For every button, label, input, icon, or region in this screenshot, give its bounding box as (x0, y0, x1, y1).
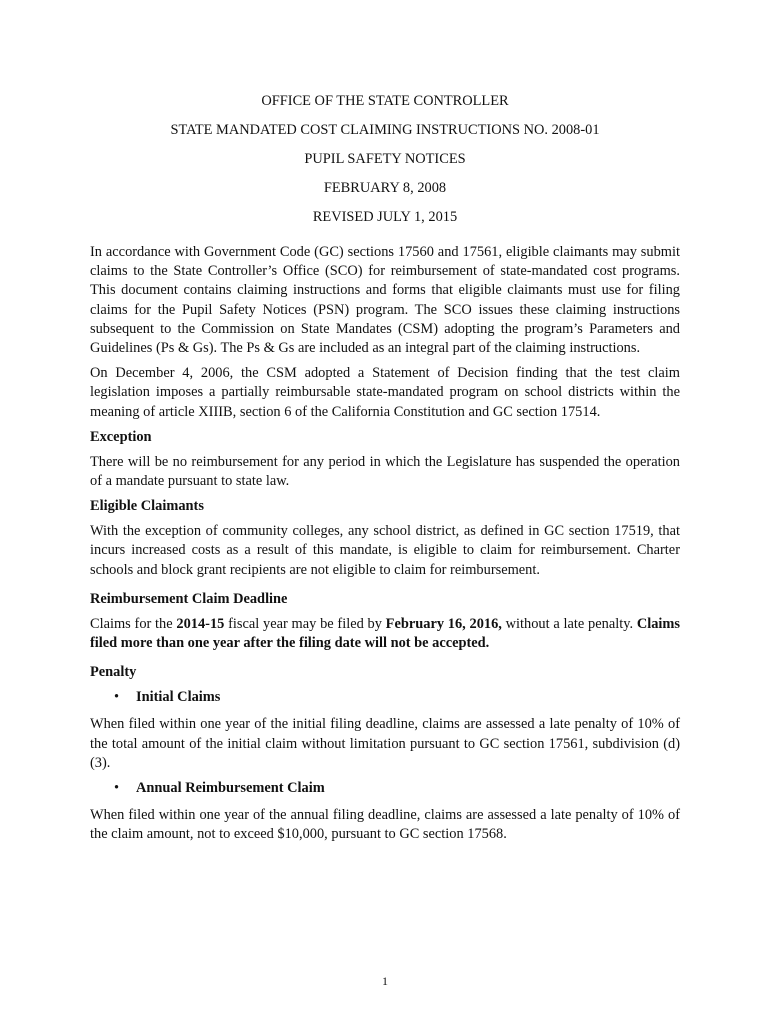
claim-deadline-text (90, 615, 680, 653)
deadline-warning: Claims filed more than one year after the filing date will not be accepted. (90, 615, 680, 652)
bullet-icon: • (114, 689, 120, 706)
deadline-filing-date: February 16, 2016, (385, 615, 502, 632)
exception-text: There will be no reimbursement for any period in which the Legislature has suspended the operation of a mandate pursuant to state law. (90, 453, 680, 490)
intro-paragraph-2: On December 4, 2006, the CSM adopted a Statement of Decision finding that the test claim legislation imposes a partially reimbursable state-mandated program on school districts within the meaning of article XIIIB, section 6 of the California Constitution and GC section 17514. (90, 365, 680, 420)
deadline-fiscal-year: 2014-15 (176, 615, 225, 632)
header-revised: REVISED JULY 1, 2015 (312, 209, 458, 225)
header-program: PUPIL SAFETY NOTICES (304, 151, 466, 167)
penalty-heading: Penalty (90, 664, 137, 681)
header-office: OFFICE OF THE STATE CONTROLLER (261, 93, 509, 109)
page-number: 1 (382, 974, 388, 988)
penalty-item-title: Initial Claims (136, 689, 221, 706)
intro-paragraph-1: In accordance with Government Code (GC) sections 17560 and 17561, eligible claimants may submit claims to the State Controller’s Office (SCO) for reimbursement of state-mandated cost programs. This document contains claiming instructions and forms that eligible claimants must use for filing claims for the Pupil Safety Notices (PSN) program. The SCO issues these claiming instructions subsequent to the Commission on State Mandates (CSM) adopting the program’s Parameters and Guidelines (Ps & Gs). The Ps & Gs are included as an integral part of the claiming instructions. (90, 244, 680, 357)
penalty-item-annual-claim (90, 779, 680, 798)
eligible-claimants-text: With the exception of community colleges, any school district, as defined in GC section 17519, that incurs increased costs as a result of this mandate, is eligible to claim for reimbursement. Charter schools and block grant recipients are not eligible to claim for reimbursement. (90, 523, 680, 578)
penalty-item-text: When filed within one year of the initial filing deadline, claims are assessed a late penalty of 10% of the total amount of the initial claim without limitation pursuant to GC section 17561, subdivision (d)(3). (90, 716, 680, 771)
header-instructions: STATE MANDATED COST CLAIMING INSTRUCTIONS NO. 2008-01 (170, 122, 600, 138)
claim-deadline-heading: Reimbursement Claim Deadline (90, 590, 288, 607)
penalty-item-text: When filed within one year of the annual filing deadline, claims are assessed a late penalty of 10% of the claim amount, not to exceed $10,000, pursuant to GC section 17568. (90, 807, 680, 843)
exception-heading: Exception (90, 428, 152, 445)
bullet-icon: • (114, 780, 120, 797)
deadline-text-part-1: Claims for the (90, 615, 177, 632)
eligible-claimants-heading: Eligible Claimants (90, 498, 204, 515)
penalty-item-initial-claims (90, 688, 680, 707)
deadline-text-part-3: without a late penalty. (501, 615, 637, 632)
header-date: FEBRUARY 8, 2008 (323, 180, 447, 196)
penalty-item-title: Annual Reimbursement Claim (136, 780, 325, 797)
document-header (90, 92, 680, 237)
deadline-text-part-2: fiscal year may be filed by (224, 615, 386, 632)
document-body (90, 243, 680, 851)
